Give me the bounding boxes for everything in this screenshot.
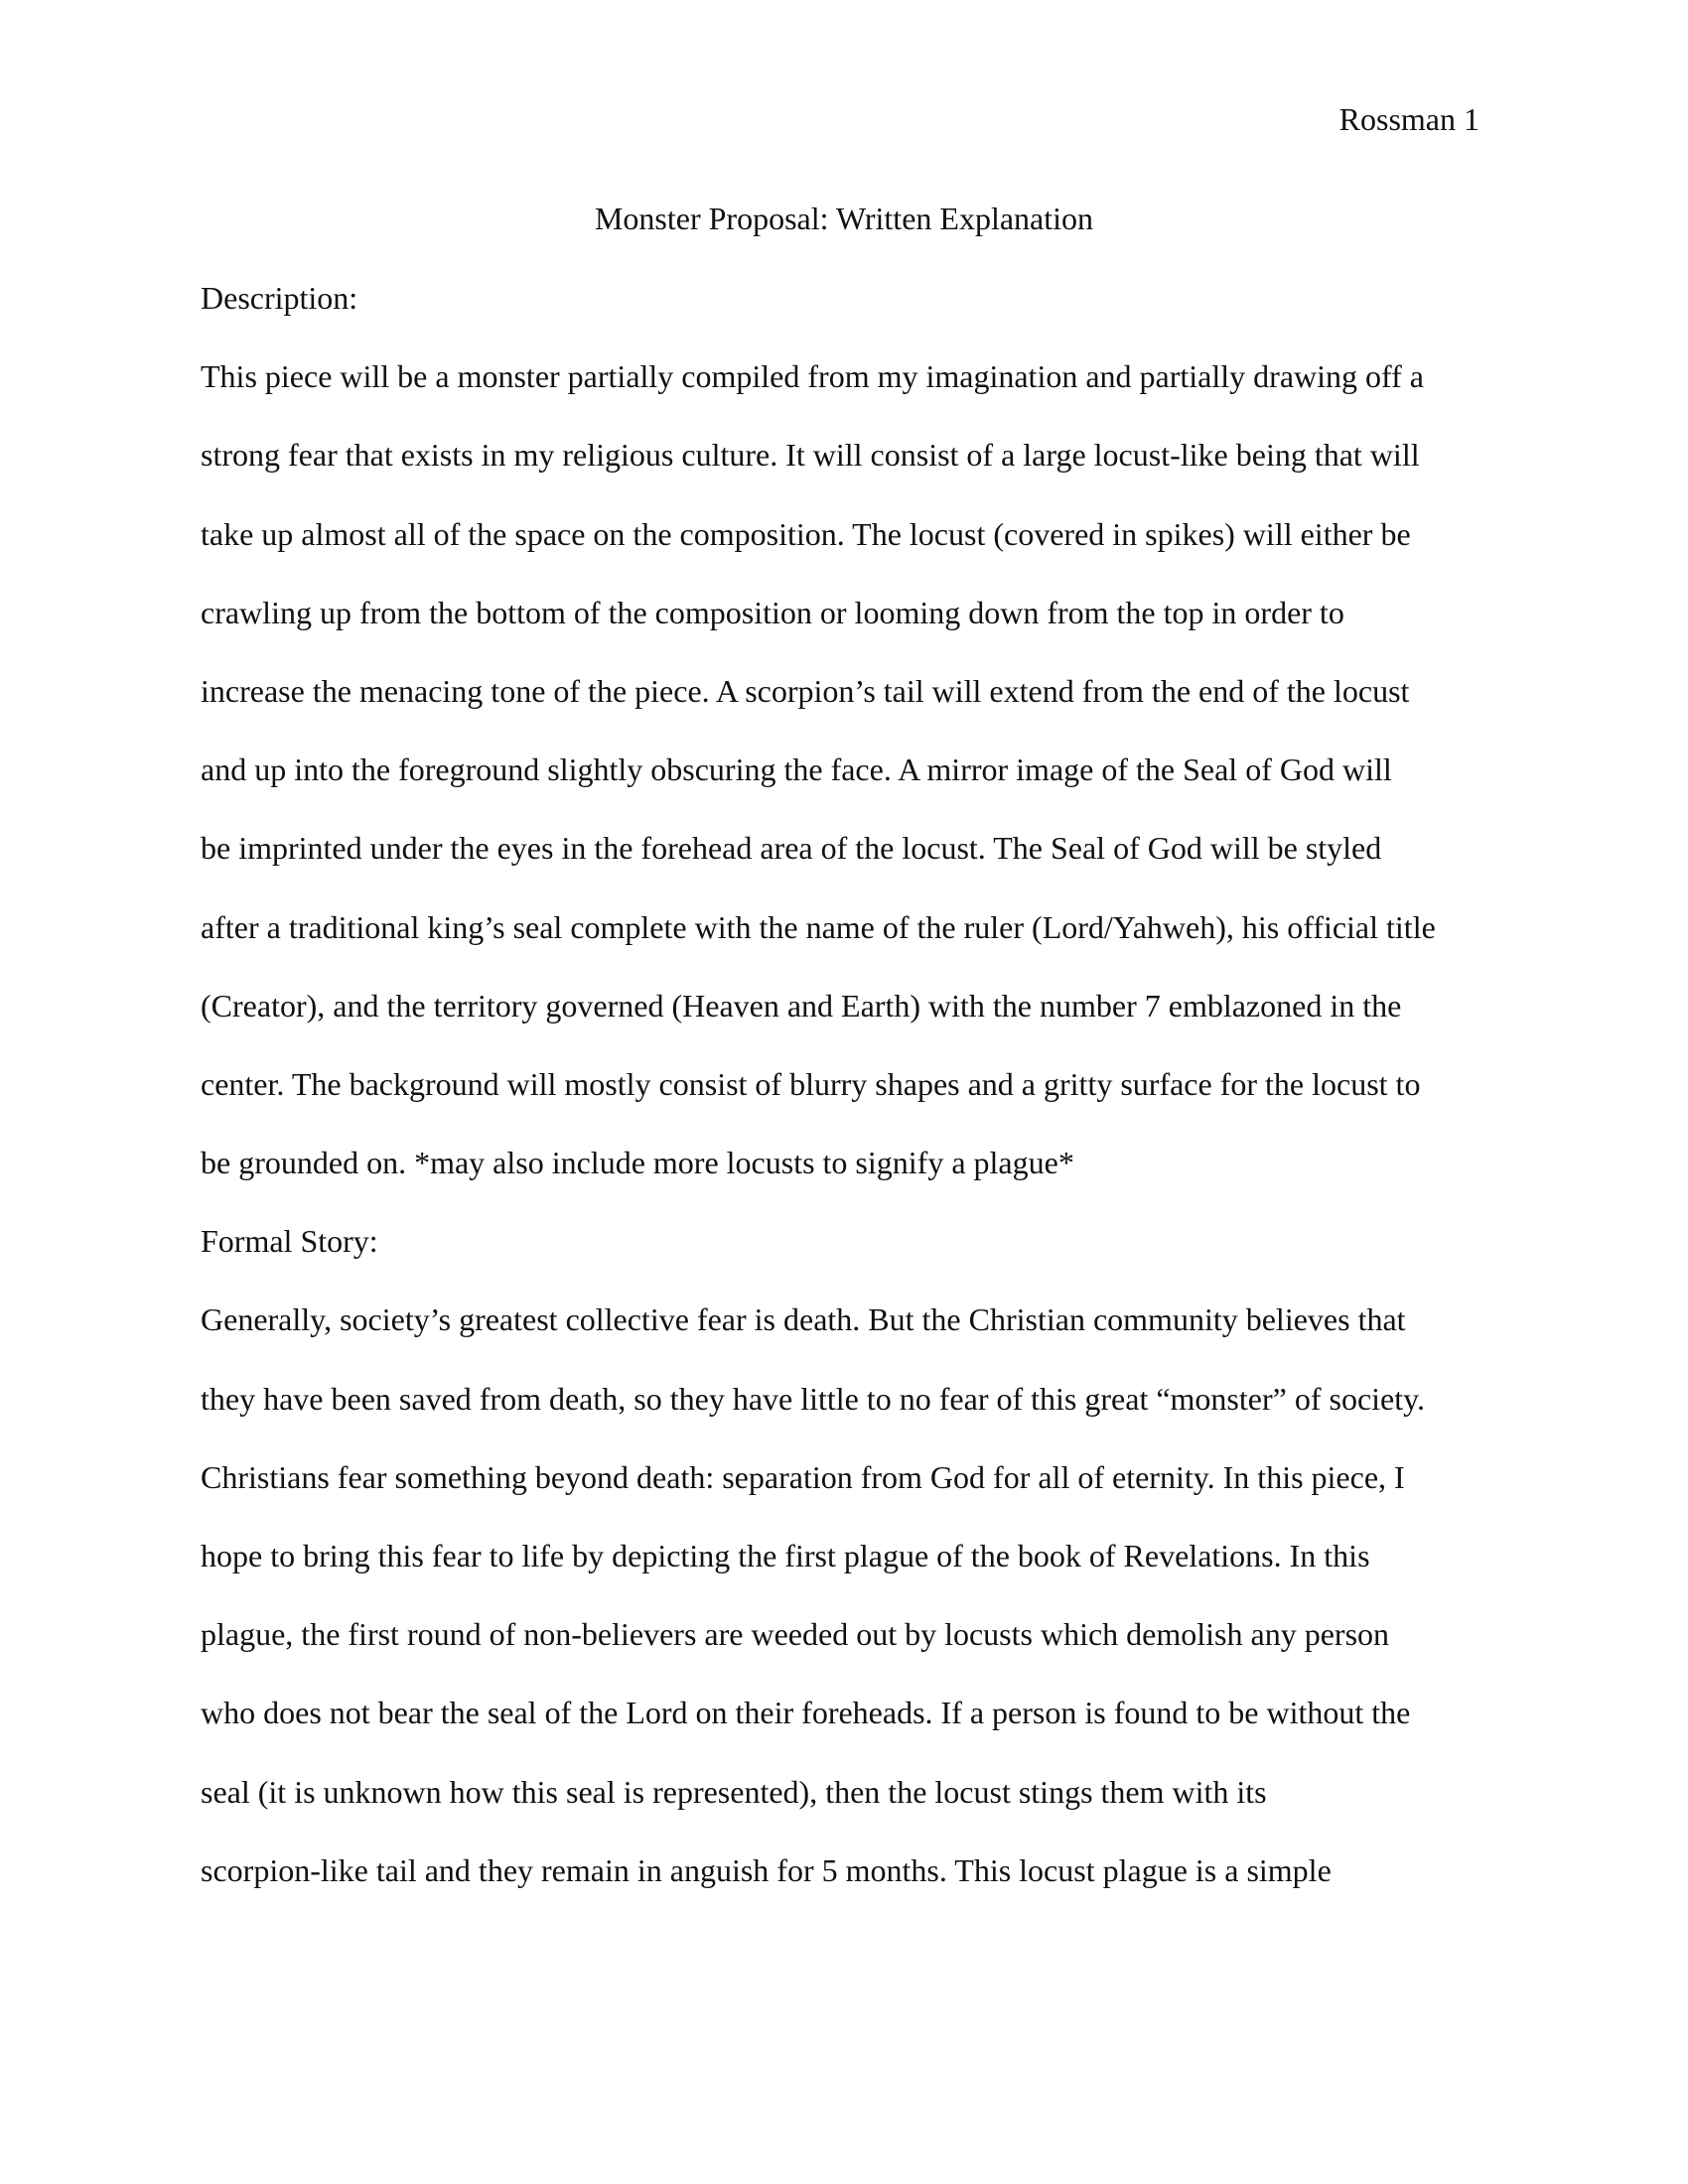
text-line: who does not bear the seal of the Lord on their foreheads. If a person is found to be without the bbox=[201, 1695, 1411, 1731]
text-line: crawling up from the bottom of the composition or looming down from the top in order to bbox=[201, 594, 1344, 630]
text-line: be grounded on. *may also include more locusts to signify a plague* bbox=[201, 1145, 1074, 1181]
text-line: center. The background will mostly consist of blurry shapes and a gritty surface for the locust to bbox=[201, 1065, 1421, 1102]
text-line: This piece will be a monster partially compiled from my imagination and partially drawing off a bbox=[201, 358, 1424, 395]
text-line: strong fear that exists in my religious culture. It will consist of a large locust-like being that will bbox=[201, 437, 1420, 474]
document-title: Monster Proposal: Written Explanation bbox=[594, 201, 1094, 236]
text-line: (Creator), and the territory governed (Heaven and Earth) with the number 7 emblazoned in the bbox=[201, 987, 1402, 1024]
text-line: plague, the first round of non-believers are weeded out by locusts which demolish any person bbox=[201, 1616, 1390, 1653]
text-line: and up into the foreground slightly obscuring the face. A mirror image of the Seal of God will bbox=[201, 751, 1392, 788]
text-line: take up almost all of the space on the composition. The locust (covered in spikes) will either be bbox=[201, 515, 1411, 552]
text-line: be imprinted under the eyes in the forehead area of the locust. The Seal of God will be styled bbox=[201, 830, 1382, 867]
text-line: Christians fear something beyond death: separation from God for all of eternity. In this piece, I bbox=[201, 1458, 1405, 1495]
section-heading-description: Description: bbox=[201, 280, 358, 316]
text-line: increase the menacing tone of the piece. A scorpion’s tail will extend from the end of the locust bbox=[201, 672, 1410, 709]
text-line: hope to bring this fear to life by depicting the first plague of the book of Revelations. In this bbox=[201, 1538, 1370, 1573]
document-body bbox=[201, 278, 1491, 1929]
text-line: after a traditional king’s seal complete with the name of the ruler (Lord/Yahweh), his official title bbox=[201, 908, 1436, 945]
text-line: seal (it is unknown how this seal is represented), then the locust stings them with its bbox=[201, 1773, 1267, 1810]
text-line: they have been saved from death, so they have little to no fear of this great “monster” of society. bbox=[201, 1380, 1426, 1417]
section-heading-formal-story: Formal Story: bbox=[201, 1223, 378, 1260]
text-line: Generally, society’s greatest collective fear is death. But the Christian community believes that bbox=[201, 1301, 1406, 1338]
page-header: Rossman 1 bbox=[1338, 101, 1479, 137]
text-line: scorpion-like tail and they remain in anguish for 5 months. This locust plague is a simple bbox=[201, 1851, 1332, 1888]
